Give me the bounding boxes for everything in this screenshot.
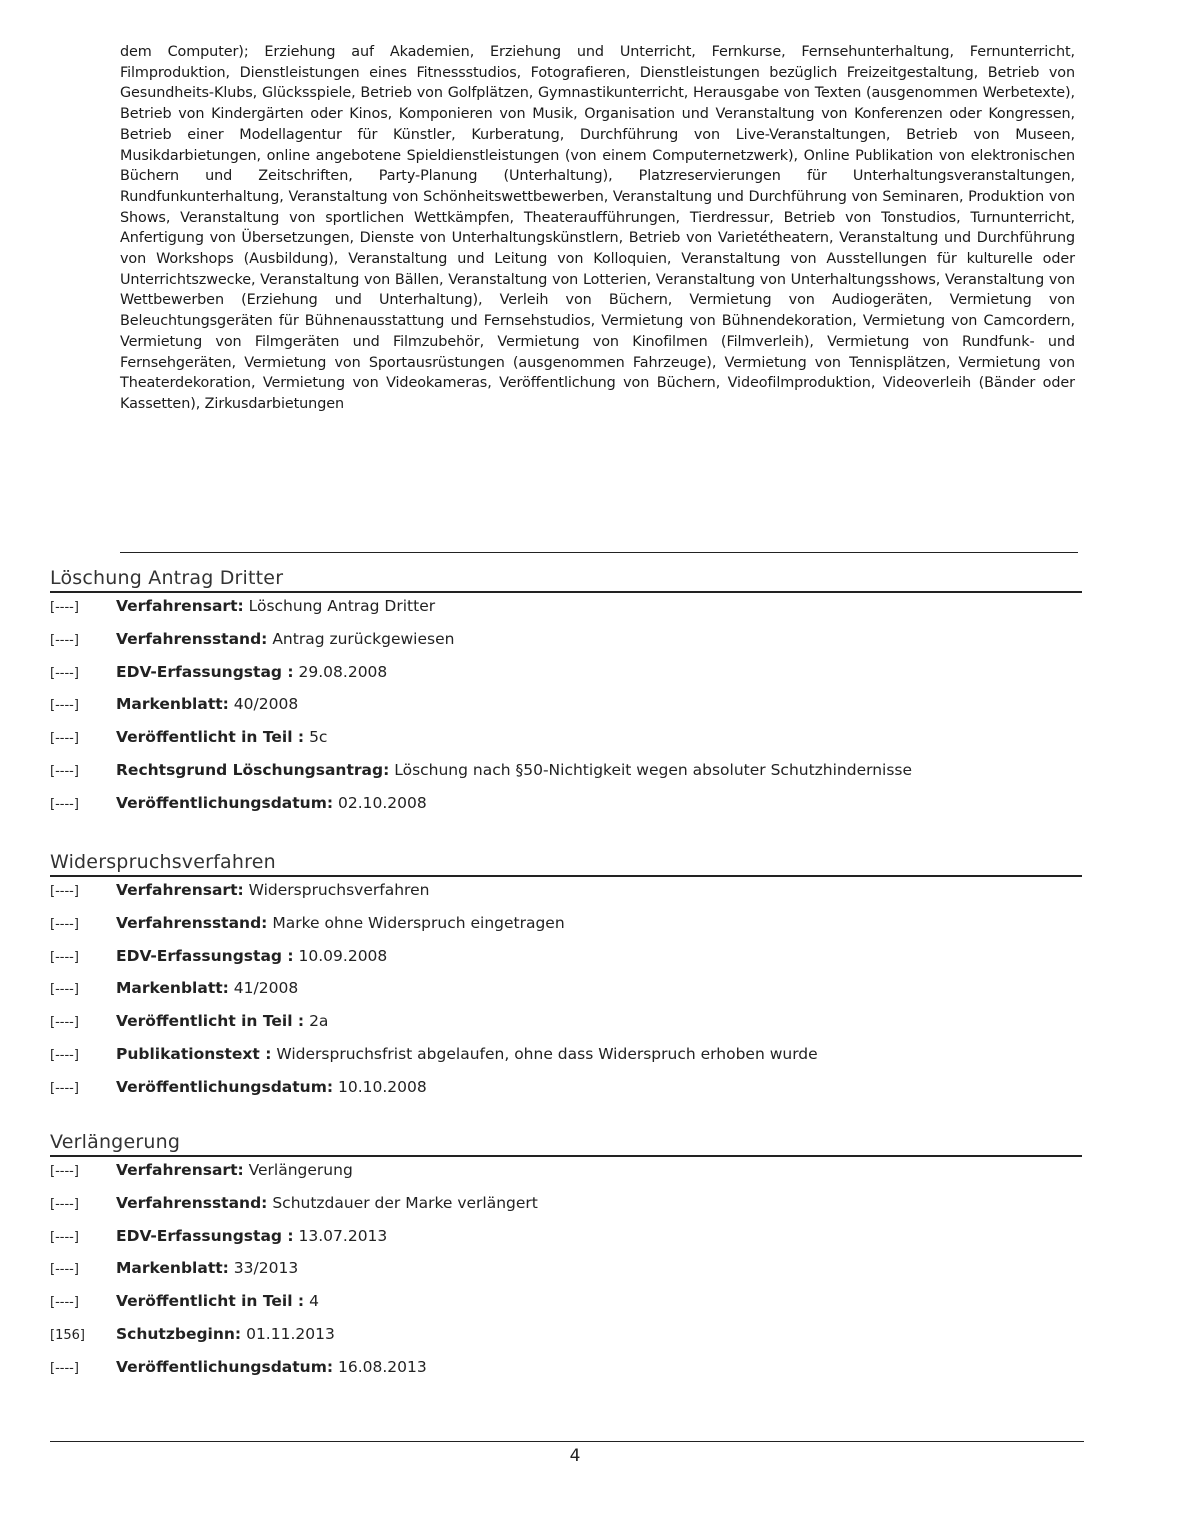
record-row [50,979,1082,1012]
field-label: Publikationstext : [116,1044,272,1063]
field-value: 10.09.2008 [298,946,388,965]
field-value: Schutzdauer der Marke verlängert [272,1193,538,1212]
section-title: Löschung Antrag Dritter [50,567,284,589]
page-number: 4 [569,1446,581,1466]
field-value: 33/2013 [233,1259,299,1278]
inid-code: [----] [50,1196,79,1212]
field-label: Markenblatt: [116,695,229,714]
record-row [50,1325,1082,1358]
record-row [50,881,1082,914]
inid-code: [----] [50,916,79,932]
record-row [50,1045,1082,1078]
field-label: Veröffentlichungsdatum: [116,1357,334,1376]
inid-code: [----] [50,632,79,648]
record-row [50,630,1082,663]
section-divider [50,1155,1082,1157]
field-value: 41/2008 [233,979,299,998]
record-row [50,794,1082,827]
inid-code: [----] [50,1080,79,1096]
field-label: Verfahrensart: [116,881,244,899]
field-label: Veröffentlichungsdatum: [116,1077,334,1096]
inid-code: [----] [50,1047,79,1063]
field-value: 40/2008 [233,695,299,714]
inid-code: [----] [50,884,79,899]
record-row [50,695,1082,728]
field-label: Verfahrensstand: [116,1193,268,1212]
inid-code: [----] [50,1262,79,1278]
field-label: Verfahrensstand: [116,629,268,648]
section-loeschung [50,566,1082,827]
record-row [50,1161,1082,1194]
inid-code: [----] [50,698,79,714]
field-label: Veröffentlicht in Teil : [116,1292,305,1311]
section-widerspruch [50,850,1082,1111]
field-label: Veröffentlicht in Teil : [116,1012,305,1031]
field-value: 01.11.2013 [246,1324,335,1343]
record-row [50,761,1082,794]
record-row [50,1194,1082,1227]
record-row [50,728,1082,761]
field-label: EDV-Erfassungstag : [116,1226,294,1245]
field-value: 16.08.2013 [338,1357,427,1376]
field-value: 02.10.2008 [338,793,427,812]
field-value: Löschung nach §50-Nichtigkeit wegen absoluter Schutzhindernisse [394,760,913,779]
inid-code: [----] [50,1295,79,1311]
field-value: 2a [309,1012,329,1031]
record-row [50,1259,1082,1292]
goods-services-list: dem Computer); Erziehung auf Akademien, Erziehung und Unterricht, Fernkurse, Fernsehunterhaltung, Fernunterricht, Filmproduktion, Dienstleistungen eines Fitnessstudios, Fotografieren, Dienstleistungen bezüglich Freizeitgestaltung, Betrieb von Gesundheits-Klubs, Glücksspiele, Betrieb von Golfplätzen, Gymnastikunterricht, Herausgabe von Texten (ausgenommen Werbetexte), Betrieb von Kindergärten oder Kinos, Komponieren von Musik, Organisation und Veranstaltung von Konferenzen oder Kongressen, Betrieb einer Modellagentur für Künstler, Kurberatung, Durchführung von Live-Veranstaltungen, Betrieb von Museen, Musikdarbietungen, online angebotene Spieldienstleistungen (von einem Computernetzwerk), Online Publikation von elektronischen Büchern und Zeitschriften, Party-Planung (Unterhaltung), Platzreservierungen für Unterhaltungsveranstaltungen, Rundfunkunterhaltung, Veranstaltung von Schönheitswettbewerben, Veranstaltung und Durchführung von Seminaren, Produktion von Shows, Veranstaltung von sportlichen Wettkämpfen, Theateraufführungen, Tierdressur, Betrieb von Tonstudios, Turnunterricht, Anfertigung von Übersetzungen, Dienste von Unterhaltungskünstlern, Betrieb von Varietétheatern, Veranstaltung und Durchführung von Workshops (Ausbildung), Veranstaltung und Leitung von Kolloquien, Veranstaltung von Ausstellungen für kulturelle oder Unterrichtszwecke, Veranstaltung von Bällen, Veranstaltung von Lotterien, Veranstaltung von Unterhaltungsshows, Veranstaltung von Wettbewerben (Erziehung und Unterhaltung), Verleih von Büchern, Vermietung von Audiogeräten, Vermietung von Beleuchtungsgeräten für Bühnenausstattung und Fernsehstudios, Vermietung von Bühnendekoration, Vermietung von Camcordern, Vermietung von Filmgeräten und Filmzubehör, Vermietung von Kinofilmen (Filmverleih), Vermietung von Rundfunk- und Fernsehgeräten, Vermietung von Sportausrüstungen (ausgenommen Fahrzeuge), Vermietung von Tennisplätzen, Vermietung von Theaterdekoration, Vermietung von Videokameras, Veröffentlichung von Büchern, Videofilmproduktion, Videoverleih (Bänder oder Kassetten), Zirkusdarbietungen [120,44,1075,412]
inid-code: [----] [50,1360,79,1376]
section-verlaengerung [50,1130,1082,1391]
field-value: 10.10.2008 [338,1077,427,1096]
field-label: Rechtsgrund Löschungsantrag: [116,760,390,779]
field-value: 5c [309,728,328,747]
field-value: Marke ohne Widerspruch eingetragen [272,913,565,932]
inid-code: [----] [50,982,79,998]
field-label: Verfahrensart: [116,1161,244,1179]
field-label: EDV-Erfassungstag : [116,662,294,681]
divider [120,552,1078,553]
record-row [50,597,1082,630]
record-row [50,1227,1082,1260]
section-title: Verlängerung [50,1131,181,1153]
footer-divider [50,1441,1084,1442]
record-row [50,1078,1082,1111]
record-row [50,947,1082,980]
inid-code: [----] [50,949,79,965]
field-value: Antrag zurückgewiesen [272,629,455,648]
section-divider [50,875,1082,877]
field-value: 13.07.2013 [298,1226,388,1245]
field-label: Markenblatt: [116,1259,229,1278]
inid-code: [----] [50,600,79,615]
field-label: Veröffentlichungsdatum: [116,793,334,812]
section-title: Widerspruchsverfahren [50,851,276,873]
field-label: Veröffentlicht in Teil : [116,728,305,747]
inid-code: [----] [50,1015,79,1031]
record-row [50,663,1082,696]
field-label: Verfahrensart: [116,597,244,615]
field-label: Markenblatt: [116,979,229,998]
inid-code: [156] [50,1327,85,1343]
record-row [50,914,1082,947]
field-value: Widerspruchsverfahren [248,881,430,899]
record-row [50,1012,1082,1045]
field-value: 4 [309,1292,319,1311]
inid-code: [----] [50,665,79,681]
field-value: Löschung Antrag Dritter [248,597,436,615]
field-label: Schutzbeginn: [116,1324,242,1343]
field-label: EDV-Erfassungstag : [116,946,294,965]
field-label: Verfahrensstand: [116,913,268,932]
section-divider [50,591,1082,593]
field-value: 29.08.2008 [298,662,388,681]
field-value: Widerspruchsfrist abgelaufen, ohne dass Widerspruch erhoben wurde [276,1044,818,1063]
field-value: Verlängerung [248,1161,353,1179]
inid-code: [----] [50,1164,79,1179]
record-row [50,1358,1082,1391]
inid-code: [----] [50,763,79,779]
inid-code: [----] [50,731,79,747]
inid-code: [----] [50,796,79,812]
record-row [50,1292,1082,1325]
inid-code: [----] [50,1229,79,1245]
